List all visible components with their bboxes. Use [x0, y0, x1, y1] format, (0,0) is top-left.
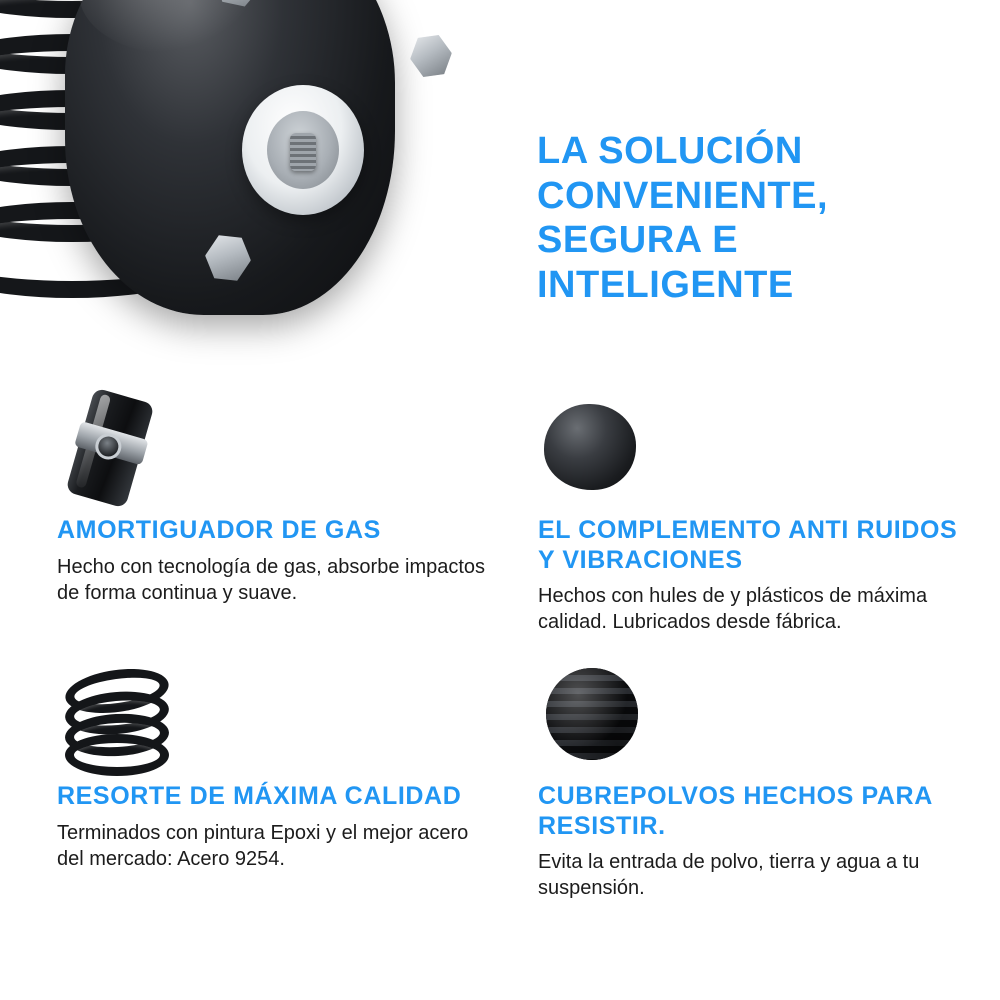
- shock-absorber-icon: [57, 396, 161, 500]
- feature-card: [57, 396, 487, 606]
- feature-title: CUBREPOLVOS HECHOS PARA RESISTIR.: [538, 782, 932, 840]
- bottom-edge: [0, 966, 1000, 1000]
- feature-card: [538, 662, 968, 902]
- feature-card: [538, 396, 968, 636]
- dust-boot-icon: [538, 662, 642, 766]
- hero-headline: LA SOLUCIÓN CONVENIENTE, SEGURA E INTELIGENTE: [537, 130, 829, 306]
- feature-title: EL COMPLEMENTO ANTI RUIDOS Y VIBRACIONES: [538, 516, 958, 574]
- feature-card: [57, 662, 487, 872]
- strut-assembly-photo: [0, 0, 470, 390]
- feature-title: AMORTIGUADOR DE GAS: [57, 516, 381, 544]
- bearing-ring: [242, 85, 364, 215]
- feature-description: Terminados con pintura Epoxi y el mejor acero del mercado: Acero 9254.: [57, 821, 469, 870]
- mount-nut-icon: [211, 0, 266, 10]
- feature-title: RESORTE DE MÁXIMA CALIDAD: [57, 782, 462, 810]
- coil-spring-icon: [57, 662, 161, 766]
- features-grid: [0, 386, 1000, 966]
- feature-description: Hecho con tecnología de gas, absorbe impactos de forma continua y suave.: [57, 555, 486, 604]
- threaded-stud: [290, 133, 316, 171]
- mount-nut-icon: [407, 32, 454, 79]
- feature-description: Hechos con hules de y plásticos de máxima calidad. Lubricados desde fábrica.: [538, 585, 928, 634]
- feature-description: Evita la entrada de polvo, tierra y agua a tu suspensión.: [538, 851, 920, 900]
- hero-section: [0, 0, 1000, 380]
- mount-nut-icon: [203, 233, 254, 284]
- rubber-bumper-icon: [538, 396, 642, 500]
